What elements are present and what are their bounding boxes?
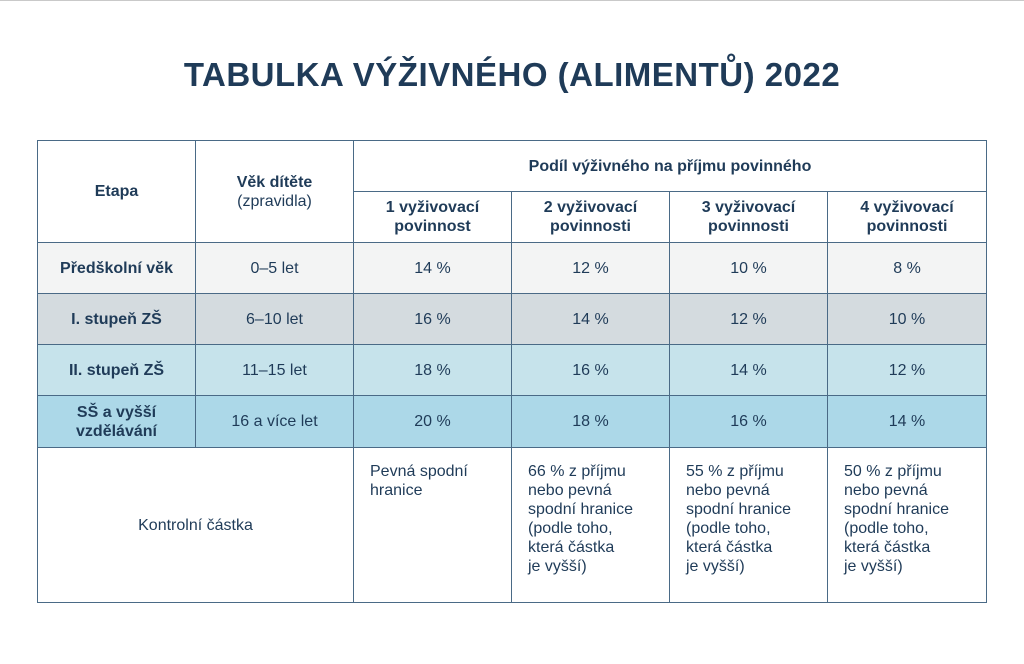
row-value: 14 % — [354, 243, 512, 294]
top-divider — [0, 0, 1024, 1]
header-col-4: 4 vyživovací povinnosti — [828, 192, 987, 243]
header-vek-title: Věk dítěte — [236, 173, 313, 191]
row-value: 14 % — [512, 294, 670, 345]
table-row — [38, 294, 987, 345]
row-value: 10 % — [670, 243, 828, 294]
alimony-table — [37, 140, 987, 603]
row-value: 18 % — [512, 396, 670, 448]
row-value: 18 % — [354, 345, 512, 396]
row-value: 8 % — [828, 243, 987, 294]
row-value: 20 % — [354, 396, 512, 448]
kontrolni-row — [38, 448, 987, 603]
row-value: 12 % — [828, 345, 987, 396]
kontrolni-note: 66 % z příjmu nebo pevná spodní hranice (podle toho, která částka je vyšší) — [512, 448, 670, 603]
row-vek: 6–10 let — [196, 294, 354, 345]
row-etapa: Předškolní věk — [38, 243, 196, 294]
row-etapa: SŠ a vyšší vzdělávání — [38, 396, 196, 448]
row-vek: 11–15 let — [196, 345, 354, 396]
row-value: 12 % — [512, 243, 670, 294]
page-title: TABULKA VÝŽIVNÉHO (ALIMENTŮ) 2022 — [183, 56, 841, 93]
header-etapa: Etapa — [38, 141, 196, 243]
header-podil: Podíl výživného na příjmu povinného — [354, 141, 987, 192]
row-etapa: II. stupeň ZŠ — [38, 345, 196, 396]
kontrolni-note: 50 % z příjmu nebo pevná spodní hranice (podle toho, která částka je vyšší) — [828, 448, 987, 603]
header-col-3: 3 vyživovací povinnosti — [670, 192, 828, 243]
header-col-2: 2 vyživovací povinnosti — [512, 192, 670, 243]
row-value: 16 % — [354, 294, 512, 345]
header-col-1: 1 vyživovací povinnost — [354, 192, 512, 243]
table-row — [38, 396, 987, 448]
row-value: 10 % — [828, 294, 987, 345]
kontrolni-note: 55 % z příjmu nebo pevná spodní hranice (podle toho, která částka je vyšší) — [670, 448, 828, 603]
row-value: 16 % — [670, 396, 828, 448]
table-row — [38, 345, 987, 396]
kontrolni-note: Pevná spodní hranice — [354, 448, 512, 603]
header-vek — [196, 141, 354, 243]
row-vek: 0–5 let — [196, 243, 354, 294]
row-value: 16 % — [512, 345, 670, 396]
header-vek-subtitle: (zpravidla) — [237, 192, 312, 210]
table-header-row — [38, 141, 987, 192]
table-row — [38, 243, 987, 294]
row-value: 14 % — [828, 396, 987, 448]
row-value: 12 % — [670, 294, 828, 345]
kontrolni-label: Kontrolní částka — [38, 448, 354, 603]
row-etapa: I. stupeň ZŠ — [38, 294, 196, 345]
row-value: 14 % — [670, 345, 828, 396]
row-vek: 16 a více let — [196, 396, 354, 448]
